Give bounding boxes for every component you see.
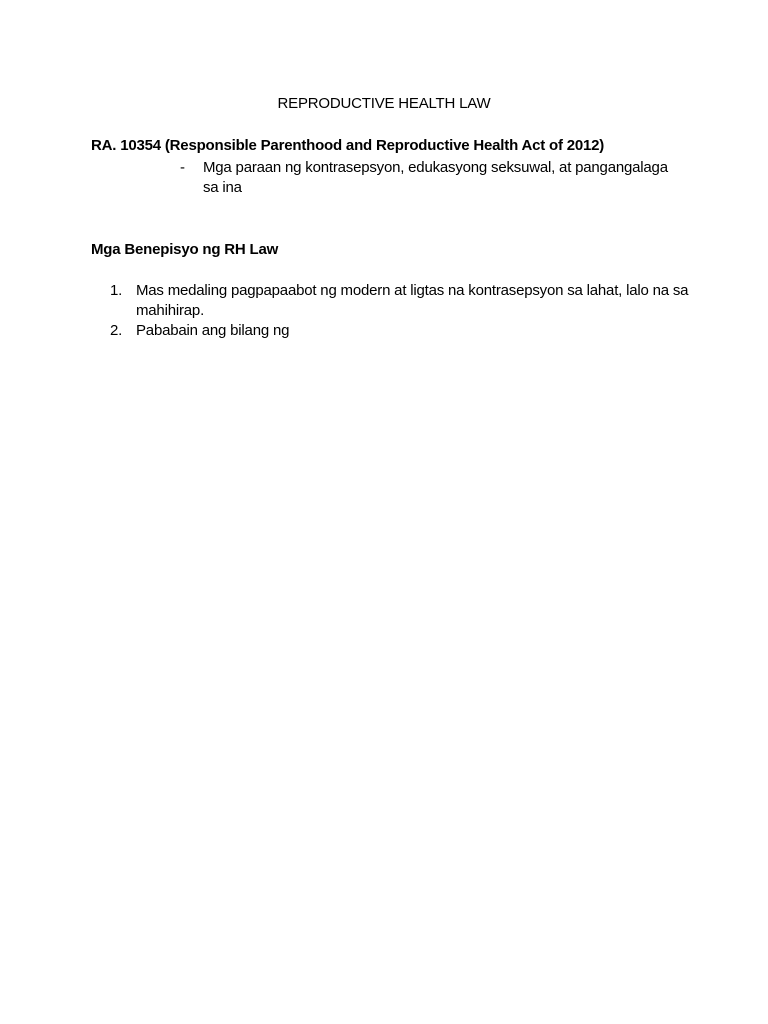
list-item xyxy=(110,321,710,341)
document-title: REPRODUCTIVE HEALTH LAW xyxy=(277,95,491,112)
bullet-item xyxy=(180,158,700,198)
section-heading-benefits: Mga Benepisyo ng RH Law xyxy=(91,241,279,258)
list-item-number: 2. xyxy=(110,322,123,339)
bullet-text: Mga paraan ng kontrasepsyon, edukasyong seksuwal, at pangangalaga sa ina xyxy=(203,159,668,196)
list-item xyxy=(110,281,710,321)
list-item-text: Pababain ang bilang ng xyxy=(136,322,290,339)
list-item-number: 1. xyxy=(110,282,123,299)
benefits-list xyxy=(110,281,710,341)
list-item-text: Mas medaling pagpapaabot ng modern at ligtas na kontrasepsyon sa lahat, lalo na sa mahihirap. xyxy=(136,282,689,319)
section-heading-ra-10354: RA. 10354 (Responsible Parenthood and Reproductive Health Act of 2012) xyxy=(91,137,605,154)
bullet-marker: - xyxy=(180,159,185,176)
